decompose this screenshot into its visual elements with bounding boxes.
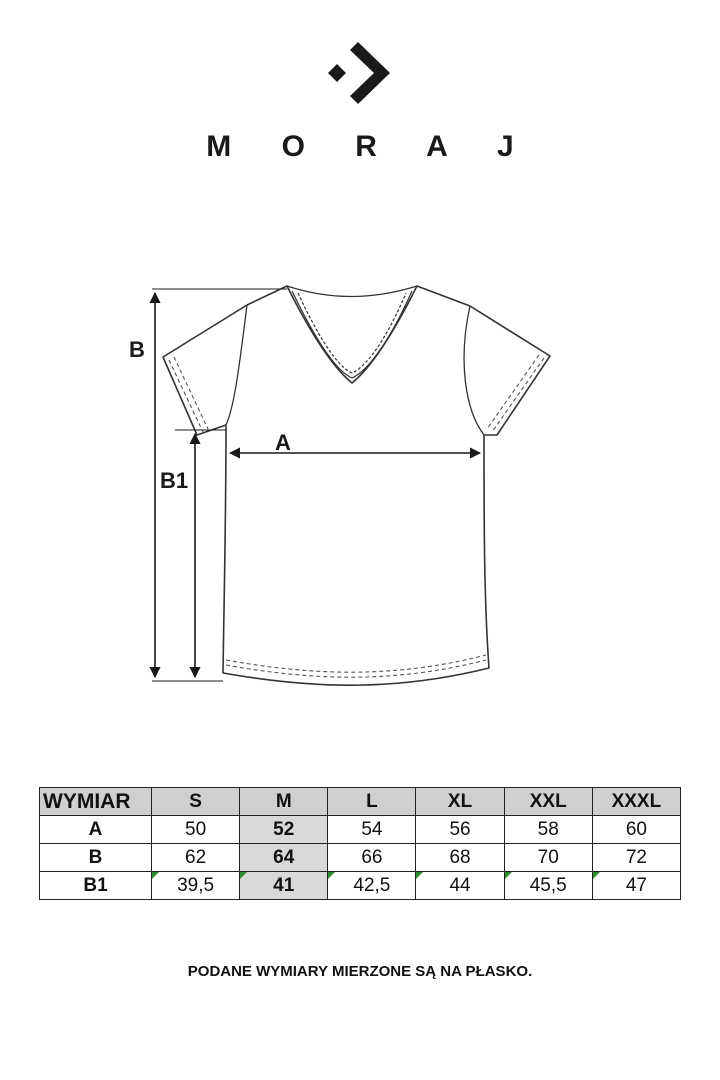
row-label-b: B <box>40 844 152 872</box>
cell-marker-icon <box>328 872 335 879</box>
table-cell: 64 <box>240 844 328 872</box>
label-b1: B1 <box>160 468 189 493</box>
table-cell <box>504 872 592 900</box>
table-cell: 68 <box>416 844 504 872</box>
cell-marker-icon <box>416 872 423 879</box>
size-header-xxxl: XXXL <box>592 788 680 816</box>
table-cell: 58 <box>504 816 592 844</box>
cell-marker-icon <box>505 872 512 879</box>
measurement-note: PODANE WYMIARY MIERZONE SĄ NA PŁASKO. <box>187 963 533 980</box>
cell-value: 42,5 <box>353 875 391 896</box>
label-a: A <box>275 430 291 455</box>
dimension-lines <box>152 289 480 681</box>
size-header-xxl: XXL <box>504 788 592 816</box>
table-cell: 72 <box>592 844 680 872</box>
table-cell: 60 <box>592 816 680 844</box>
table-row <box>40 844 681 872</box>
table-cell: 62 <box>152 844 240 872</box>
size-header-s: S <box>152 788 240 816</box>
size-header-l: L <box>328 788 416 816</box>
cell-value: 47 <box>625 875 647 896</box>
table-cell <box>328 872 416 900</box>
cell-marker-icon <box>240 872 247 879</box>
table-cell <box>152 872 240 900</box>
table-cell <box>416 872 504 900</box>
table-cell: 50 <box>152 816 240 844</box>
table-row <box>40 816 681 844</box>
size-header-xl: XL <box>416 788 504 816</box>
cell-value: 39,5 <box>177 875 215 896</box>
cell-value: 44 <box>449 875 471 896</box>
size-table <box>39 787 681 900</box>
brand-name: M O R A J <box>206 130 535 163</box>
cell-marker-icon <box>152 872 159 879</box>
table-cell <box>240 872 328 900</box>
table-cell <box>592 872 680 900</box>
cell-value: 41 <box>273 875 295 896</box>
table-cell: 70 <box>504 844 592 872</box>
tshirt-outline <box>163 286 550 685</box>
size-header-m: M <box>240 788 328 816</box>
table-row <box>40 872 681 900</box>
table-cell: 56 <box>416 816 504 844</box>
table-cell: 54 <box>328 816 416 844</box>
size-header-row <box>40 788 681 816</box>
table-cell: 66 <box>328 844 416 872</box>
row-label-b1: B1 <box>40 872 152 900</box>
label-b: B <box>129 337 145 362</box>
table-cell: 52 <box>240 816 328 844</box>
cell-marker-icon <box>593 872 600 879</box>
cell-value: 45,5 <box>529 875 567 896</box>
wymiar-header: WYMIAR <box>40 788 152 816</box>
row-label-a: A <box>40 816 152 844</box>
